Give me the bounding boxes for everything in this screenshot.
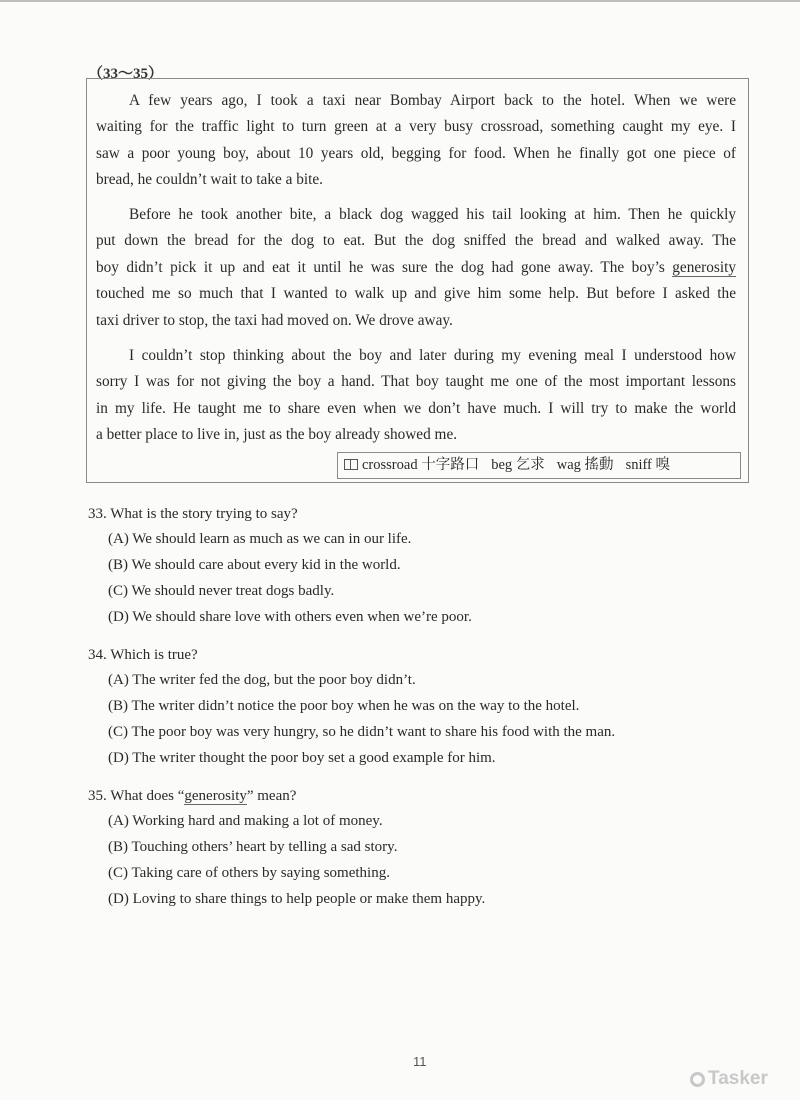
- page-number: 11: [413, 1054, 427, 1069]
- line-text: in my life. He taught me to share even when we don’t have much. I will try to make the world: [96, 399, 736, 417]
- answer-option: (C) We should never treat dogs badly.: [108, 583, 335, 599]
- passage-line: [96, 228, 736, 254]
- question-stem: [88, 784, 485, 808]
- line-text: bread, he couldn’t wait to take a bite.: [96, 171, 323, 189]
- top-edge-line: [0, 0, 800, 2]
- answer-option: (A) The writer fed the dog, but the poor boy didn’t.: [108, 672, 416, 688]
- passage-line: [96, 255, 736, 281]
- question-stem: 33. What is the story trying to say?: [88, 506, 298, 522]
- question-33: [88, 502, 472, 630]
- passage-line: [96, 281, 736, 307]
- stem-text: ” mean?: [246, 788, 297, 804]
- question-35: [88, 784, 485, 912]
- line-text: touched me so much that I wanted to walk up and give him some help. But before I asked the: [96, 285, 736, 303]
- line-text: a better place to live in, just as the boy already showed me.: [96, 426, 458, 444]
- tasker-watermark-logo: Tasker: [690, 1068, 768, 1090]
- glossary-box: [337, 452, 741, 479]
- line-text: boy didn’t pick it up and eat it until he was sure the dog had gone away. The boy’s: [96, 258, 673, 276]
- stem-text: 35. What does “: [88, 788, 185, 804]
- underlined-word: generosity: [184, 788, 247, 804]
- line-text: saw a poor young boy, about 10 years old, begging for food. When he finally got one piece of: [96, 144, 736, 162]
- answer-option: (D) Loving to share things to help people or make them happy.: [108, 891, 486, 907]
- line-text: Before he took another bite, a black dog wagged his tail looking at him. Then he quickly: [129, 206, 736, 223]
- passage-paragraph: [96, 343, 736, 449]
- line-text: sorry I was for not giving the boy a hand. That boy taught me one of the most important lessons: [96, 373, 736, 391]
- passage-paragraph: [96, 202, 736, 334]
- logo-ring-icon: [690, 1072, 705, 1087]
- line-text: I couldn’t stop thinking about the boy and later during my evening meal I understood how: [129, 347, 736, 364]
- book-icon: [344, 459, 358, 470]
- glossary-item: wag 搖動: [556, 457, 614, 473]
- glossary-item: crossroad 十字路口: [362, 457, 480, 473]
- passage-line: [96, 308, 736, 334]
- answer-option: (B) The writer didn’t notice the poor boy when he was on the way to the hotel.: [108, 698, 580, 714]
- answer-option: (B) We should care about every kid in the world.: [108, 557, 401, 573]
- passage-box: [86, 78, 749, 483]
- answer-option: (D) We should share love with others even when we’re poor.: [108, 609, 472, 625]
- passage-line: [96, 167, 736, 193]
- answer-option: (B) Touching others’ heart by telling a sad story.: [108, 839, 398, 855]
- answer-option: (C) Taking care of others by saying something.: [108, 865, 390, 881]
- answer-option: (A) We should learn as much as we can in our life.: [108, 531, 412, 547]
- passage-line: [96, 369, 736, 395]
- passage-line: [96, 422, 736, 448]
- question-34: [88, 643, 615, 771]
- glossary-item: beg 乞求: [491, 457, 545, 473]
- answer-option: (A) Working hard and making a lot of money.: [108, 813, 383, 829]
- line-text: taxi driver to stop, the taxi had moved on. We drove away.: [96, 311, 453, 329]
- passage-line: [96, 343, 736, 369]
- passage-line: [96, 396, 736, 422]
- passage-paragraph: [96, 88, 736, 194]
- answer-option: (D) The writer thought the poor boy set a good example for him.: [108, 750, 496, 766]
- section-label: （33～35）: [88, 66, 164, 82]
- line-text: A few years ago, I took a taxi near Bombay Airport back to the hotel. When we were: [129, 92, 736, 109]
- glossary-item: sniff 嗅: [625, 457, 671, 473]
- passage-line: [96, 114, 736, 140]
- underlined-word: generosity: [672, 258, 736, 276]
- answer-option: (C) The poor boy was very hungry, so he didn’t want to share his food with the man.: [108, 724, 616, 740]
- line-text: waiting for the traffic light to turn green at a very busy crossroad, something caught my eye. I: [96, 118, 736, 136]
- line-text: put down the bread for the dog to eat. But the dog sniffed the bread and walked away. The: [96, 232, 736, 250]
- passage-line: [96, 141, 736, 167]
- passage-line: [96, 202, 736, 228]
- question-stem: 34. Which is true?: [88, 647, 198, 663]
- passage-line: [96, 88, 736, 114]
